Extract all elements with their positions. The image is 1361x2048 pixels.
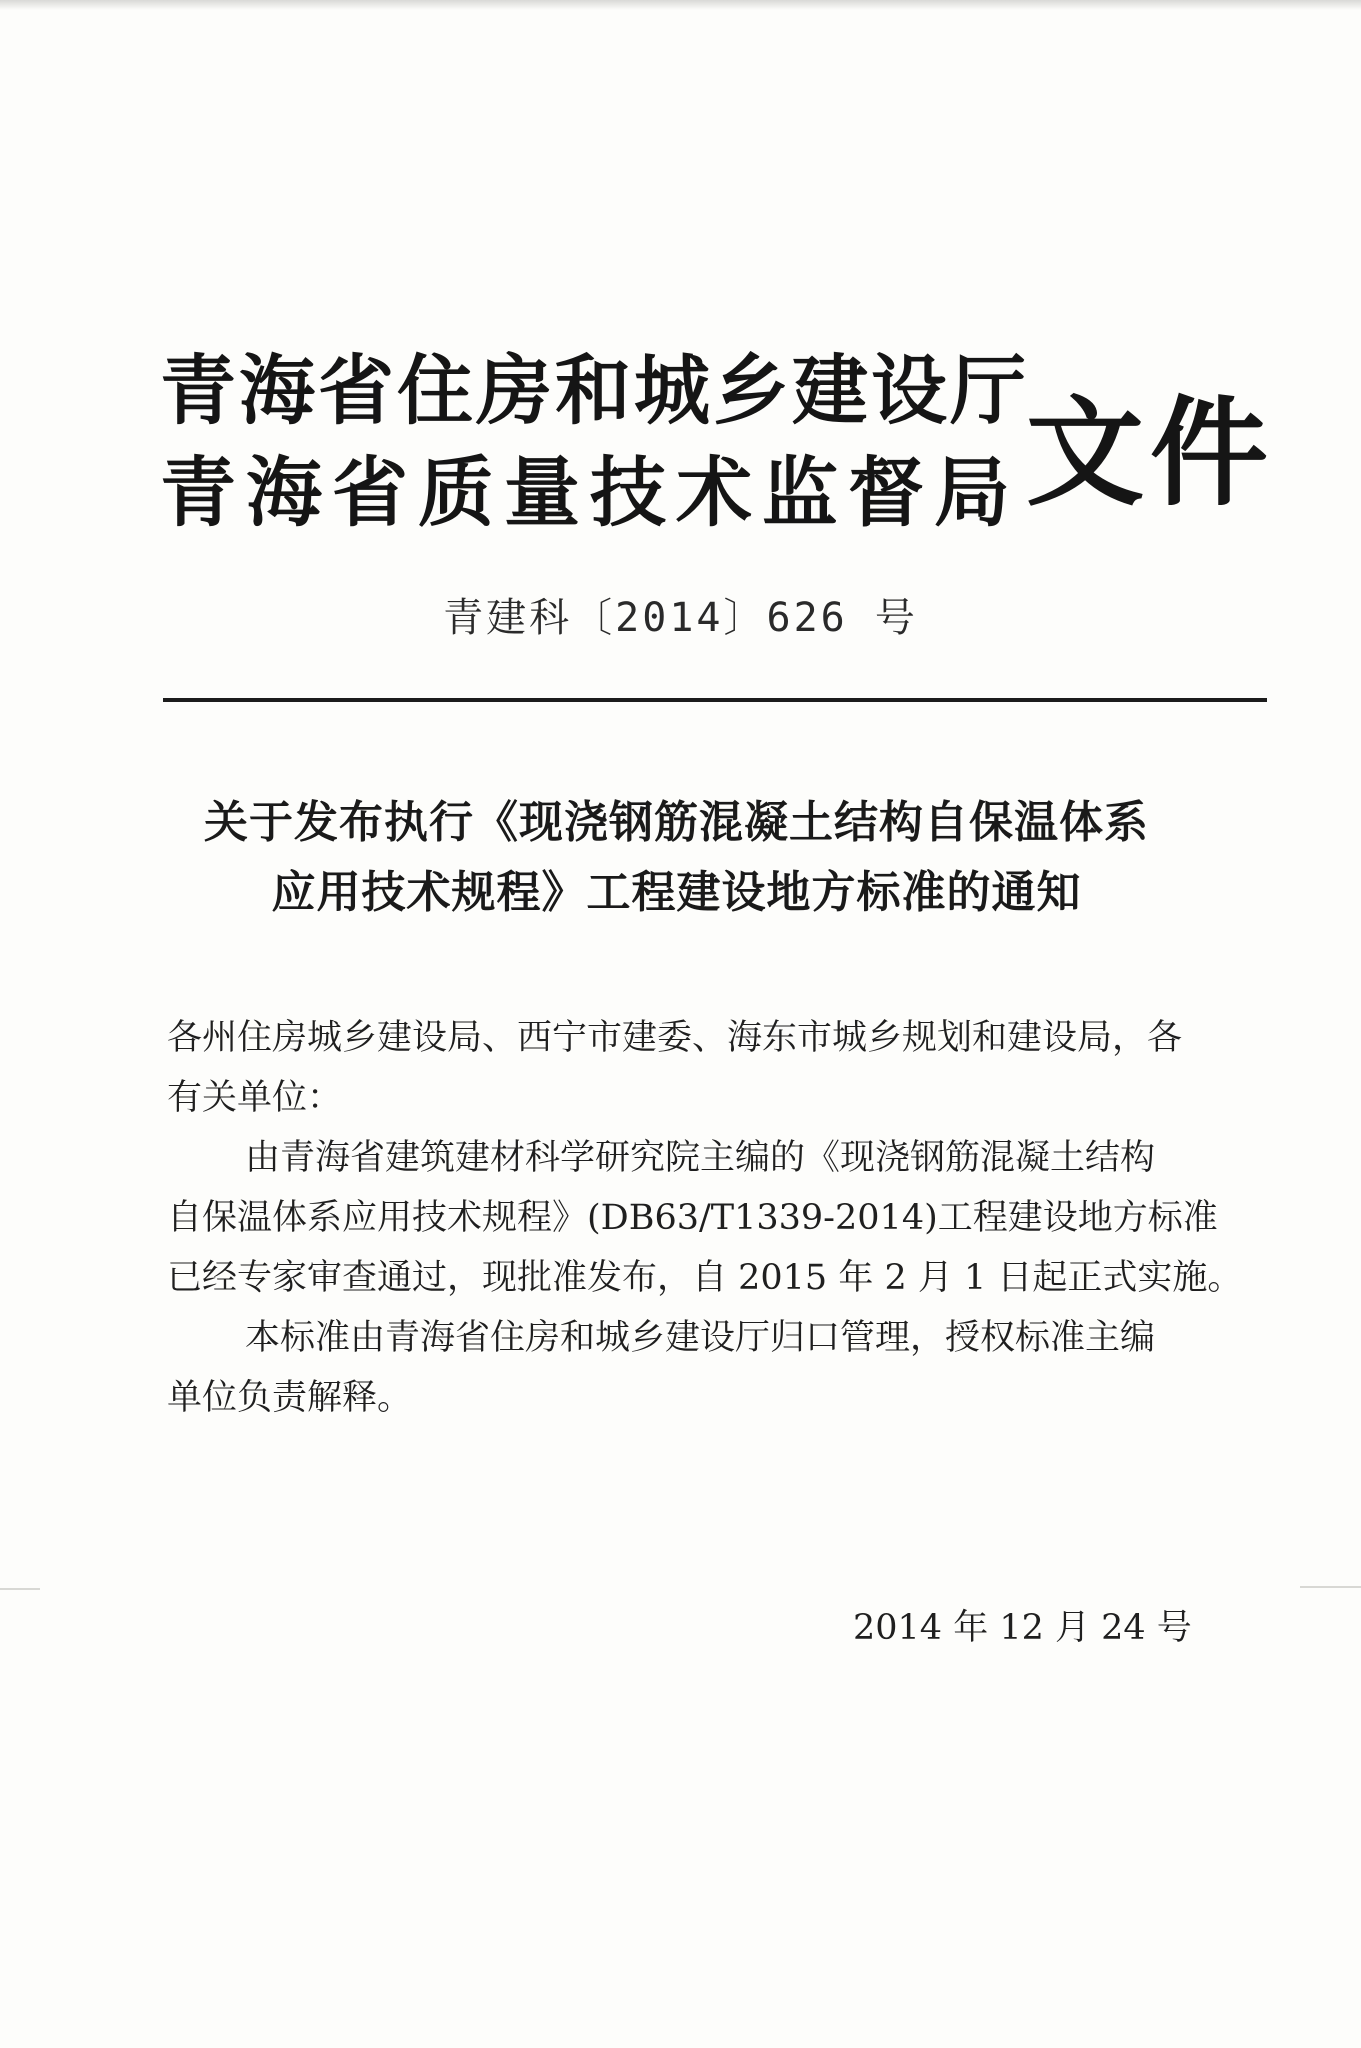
document-number: 青建科〔2014〕626 号	[443, 595, 918, 641]
paragraph-1-line-1: 由青海省建筑建材科学研究院主编的《现浇钢筋混凝土结构	[245, 1138, 1156, 1178]
paragraph-1-line-3: 已经专家审查通过，现批准发布，自 2015 年 2 月 1 日起正式实施。	[167, 1258, 1243, 1298]
issuing-agency-1: 青海省住房和城乡建设厅	[160, 346, 1029, 435]
paragraph-2-line-1: 本标准由青海省住房和城乡建设厅归口管理，授权标准主编	[245, 1318, 1156, 1358]
scan-artifact	[0, 1588, 40, 1590]
header-divider	[163, 698, 1267, 702]
paragraph-2-line-2: 单位负责解释。	[167, 1378, 413, 1418]
document-type-label: 文件	[1026, 384, 1275, 522]
notice-title-line-2: 应用技术规程》工程建设地方标准的通知	[271, 867, 1082, 918]
paragraph-1-line-2: 自保温体系应用技术规程》(DB63/T1339-2014)工程建设地方标准	[167, 1198, 1218, 1238]
recipients-line-2: 有关单位：	[167, 1078, 343, 1118]
document-header	[160, 330, 1280, 537]
scan-artifact	[1300, 1586, 1361, 1588]
notice-title-line-1: 关于发布执行《现浇钢筋混凝土结构自保温体系	[204, 797, 1149, 848]
scan-edge-shadow	[0, 0, 1361, 10]
recipients-line-1: 各州住房城乡建设局、西宁市建委、海东市城乡规划和建设局，各	[167, 1018, 1183, 1058]
issue-date: 2014 年 12 月 24 号	[853, 1608, 1192, 1648]
issuing-agency-2: 青海省质量技术监督局	[160, 448, 1020, 537]
